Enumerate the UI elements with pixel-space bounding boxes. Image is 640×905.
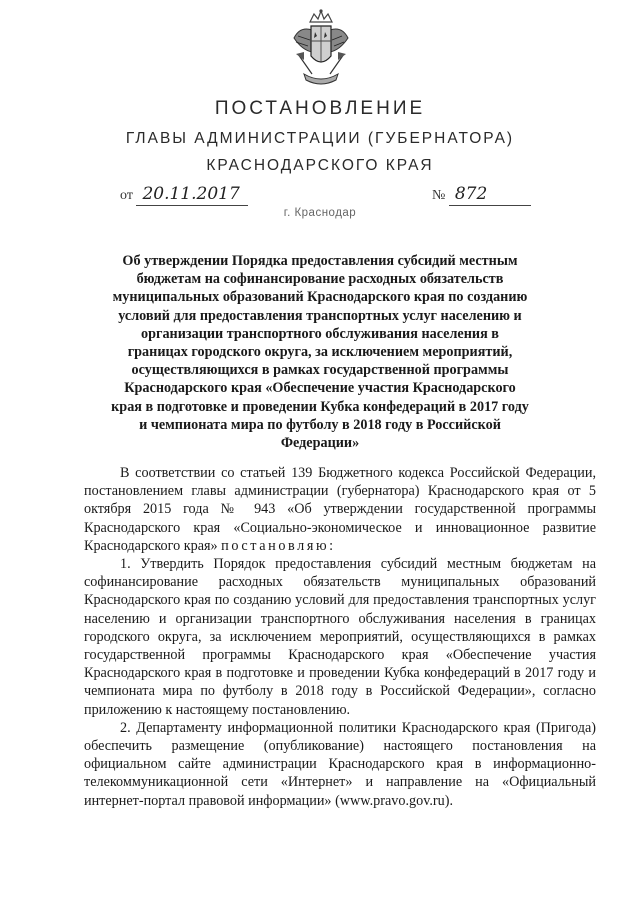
issuer-heading: ГЛАВЫ АДМИНИСТРАЦИИ (ГУБЕРНАТОРА) <box>125 130 515 147</box>
number-value: 872 <box>449 184 531 206</box>
doc-type-heading: ПОСТАНОВЛЕНИЕ <box>214 98 426 119</box>
number-line <box>432 184 531 206</box>
document-title: Об утверждении Порядка предоставления субсидий местным бюджетам на софинансирование расходных обязательств муниципальных образований Краснодарского края по созданию условий для предоставления транспортных услуг населению и организации транспортного обслуживания населения в границах городского округа, за исключением мероприятий, осуществляющихся в рамках государственной программы Краснодарского края «Обеспечение участия Краснодарского края в подготовке и проведении Кубка конфедераций в 2017 году и чемпионата мира по футболу в 2018 году в Российской Федерации» <box>111 253 529 452</box>
number-prefix: № <box>432 188 446 203</box>
item-1-paragraph: 1. Утвердить Порядок предоставления субсидий местным бюджетам на софинансирование расходных обязательств муниципальных образований Краснодарского края по созданию условий для предоставления транспортных услуг населению и организации транспортного обслуживания населения в границах городского округа, за исключением мероприятий, осуществляющихся в рамках государственной программы Краснодарского края «Обеспечение участия Краснодарского края в подготовке и проведении Кубка конфедераций в 2017 году и чемпионата мира по футболу в 2018 году в Российской Федерации», согласно приложению к настоящему постановлению. <box>84 556 596 718</box>
city-label: г. Краснодар <box>283 207 357 219</box>
intro-text: В соответствии со статьей 139 Бюджетного кодекса Российской Федерации, постановлением главы администрации (губернатора) Краснодарского края от 5 октября 2015 года № 943 «Об утверждении государственной программы Краснодарского края «Социально-экономическое и инновационное развитие Краснодарского края» <box>84 465 596 554</box>
document-body <box>84 464 596 810</box>
date-line <box>120 184 248 206</box>
region-heading: КРАСНОДАРСКОГО КРАЯ <box>206 157 434 174</box>
coat-of-arms-icon <box>288 8 354 88</box>
item-2-paragraph: 2. Департаменту информационной политики Краснодарского края (Пригода) обеспечить размещение (опубликование) настоящего постановления на официальном сайте администрации Краснодарского края в информационно-телекоммуникационной сети «Интернет» и направление на «Официальный интернет-портал правовой информации» (www.pravo.gov.ru). <box>84 719 596 809</box>
date-prefix: от <box>120 188 133 203</box>
decree-word: постановляю: <box>221 537 336 554</box>
date-value: 20.11.2017 <box>136 184 248 206</box>
intro-paragraph <box>84 464 596 555</box>
